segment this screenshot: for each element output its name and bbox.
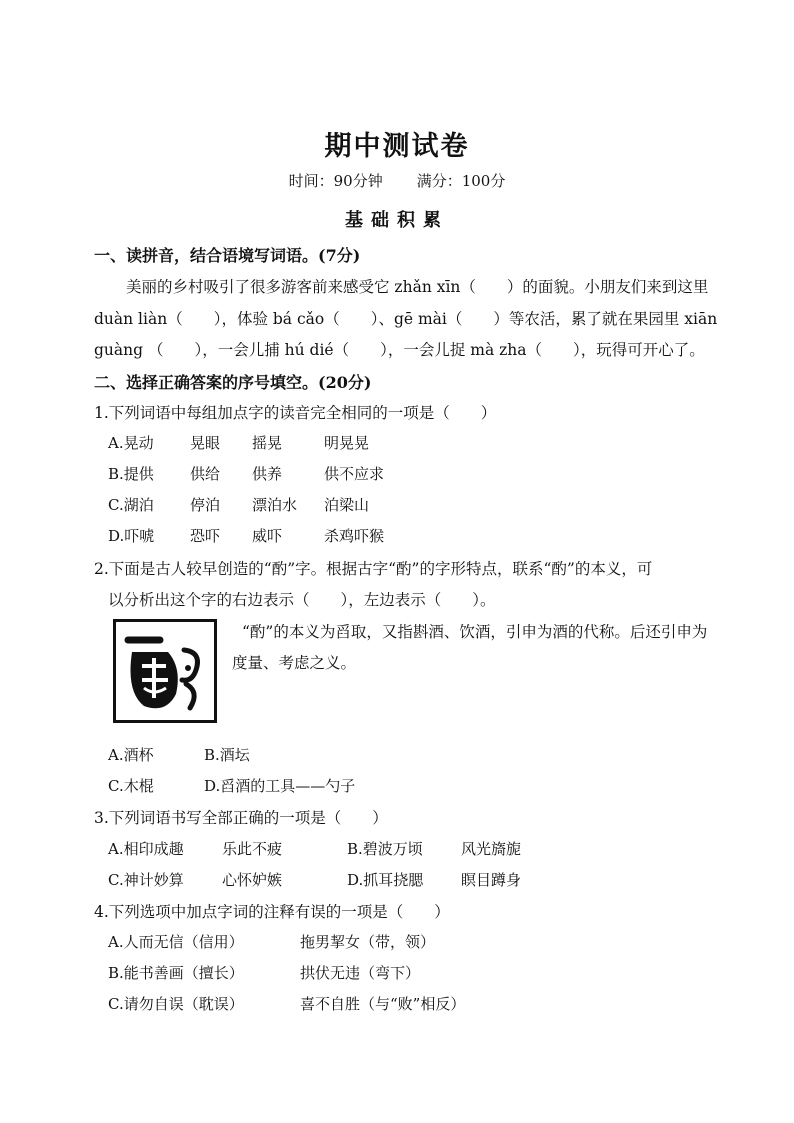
q1-stem: 1.下列词语中每组加点字的读音完全相同的一项是（ ） — [94, 404, 497, 422]
q1-option-c-2: 停泊 — [190, 496, 221, 514]
q3-option-b-2: 风光旖旎 — [461, 840, 522, 858]
q1-option-d-4: 杀鸡吓猴 — [324, 527, 385, 545]
q4-option-a-1: A.人而无信（信用） — [108, 933, 244, 951]
q1-option-a-1: A.晃动 — [108, 434, 154, 452]
q1-option-a-3: 摇晃 — [252, 434, 283, 452]
q3-option-a-2: 乐此不疲 — [222, 840, 283, 858]
q3-option-d-1: D.抓耳挠腮 — [347, 871, 424, 889]
q4-option-b-1: B.能书善画（擅长） — [108, 964, 244, 982]
part1-heading: 一、读拼音，结合语境写词语。(7分) — [94, 246, 361, 265]
time-limit: 时间：90分钟 — [288, 172, 383, 190]
section-title: 基础积累 — [345, 210, 449, 231]
ancient-zhuo-glyph-icon — [116, 622, 214, 720]
q1-option-a-2: 晃眼 — [190, 434, 221, 452]
q2-option-b: B.酒坛 — [204, 746, 250, 764]
q3-option-d-2: 瞑目蹲身 — [461, 871, 522, 889]
q1-option-d-2: 恐吓 — [190, 527, 221, 545]
q2-option-d: D.舀酒的工具——勺子 — [204, 777, 356, 795]
part1-line-3: guàng （ ），一会儿捕 hú dié（ ），一会儿捉 mà zha（ ），玩得可开心了。 — [94, 341, 705, 359]
q4-option-b-2: 拱伏无违（弯下） — [300, 964, 421, 982]
q3-option-c-2: 心怀妒嫉 — [222, 871, 283, 889]
q4-option-a-2: 拖男挈女（带，领） — [300, 933, 436, 951]
q3-stem: 3.下列词语书写全部正确的一项是（ ） — [94, 809, 388, 827]
q2-option-a: A.酒杯 — [108, 746, 154, 764]
q1-option-b-1: B.提供 — [108, 465, 154, 483]
ancient-character-image — [113, 619, 217, 723]
part1-line-2: duàn liàn（ ），体验 bá cǎo（ ）、gē mài（ ）等农活，累了就在果园里 xiān — [94, 310, 718, 328]
q1-option-d-1: D.吓唬 — [108, 527, 155, 545]
q3-option-c-1: C.神计妙算 — [108, 871, 184, 889]
q1-option-c-1: C.湖泊 — [108, 496, 154, 514]
q1-option-b-3: 供养 — [252, 465, 283, 483]
q2-stem-line-2: 以分析出这个字的右边表示（ ），左边表示（ ）。 — [108, 591, 496, 609]
full-score: 满分：100分 — [416, 172, 506, 190]
q2-note-line-1: “酌”的本义为舀取，又指斟酒、饮酒，引申为酒的代称。后还引申为 — [242, 623, 708, 641]
q3-option-a-1: A.相印成趣 — [108, 840, 184, 858]
part1-line-1: 美丽的乡村吸引了很多游客前来感受它 zhǎn xīn（ ）的面貌。小朋友们来到这里 — [126, 278, 709, 296]
q2-option-c: C.木棍 — [108, 777, 154, 795]
q1-option-b-4: 供不应求 — [324, 465, 385, 483]
q1-option-d-3: 威吓 — [252, 527, 283, 545]
q1-option-c-4: 泊梁山 — [324, 496, 370, 514]
q3-option-b-1: B.碧波万顷 — [347, 840, 423, 858]
q1-option-c-3: 漂泊水 — [252, 496, 298, 514]
exam-meta — [0, 170, 794, 191]
q2-stem-line-1: 2.下面是古人较早创造的“酌”字。根据古字“酌”的字形特点，联系“酌”的本义，可 — [94, 560, 653, 578]
q4-option-c-1: C.请勿自误（耽误） — [108, 995, 244, 1013]
q2-note-line-2: 度量、考虑之义。 — [232, 654, 357, 672]
q1-option-a-4: 明晃晃 — [324, 434, 370, 452]
part2-heading: 二、选择正确答案的序号填空。(20分) — [94, 373, 372, 392]
page-title: 期中测试卷 — [324, 131, 470, 162]
q4-option-c-2: 喜不自胜（与“败”相反） — [300, 995, 466, 1013]
q4-stem: 4.下列选项中加点字词的注释有误的一项是（ ） — [94, 903, 450, 921]
q1-option-b-2: 供给 — [190, 465, 221, 483]
